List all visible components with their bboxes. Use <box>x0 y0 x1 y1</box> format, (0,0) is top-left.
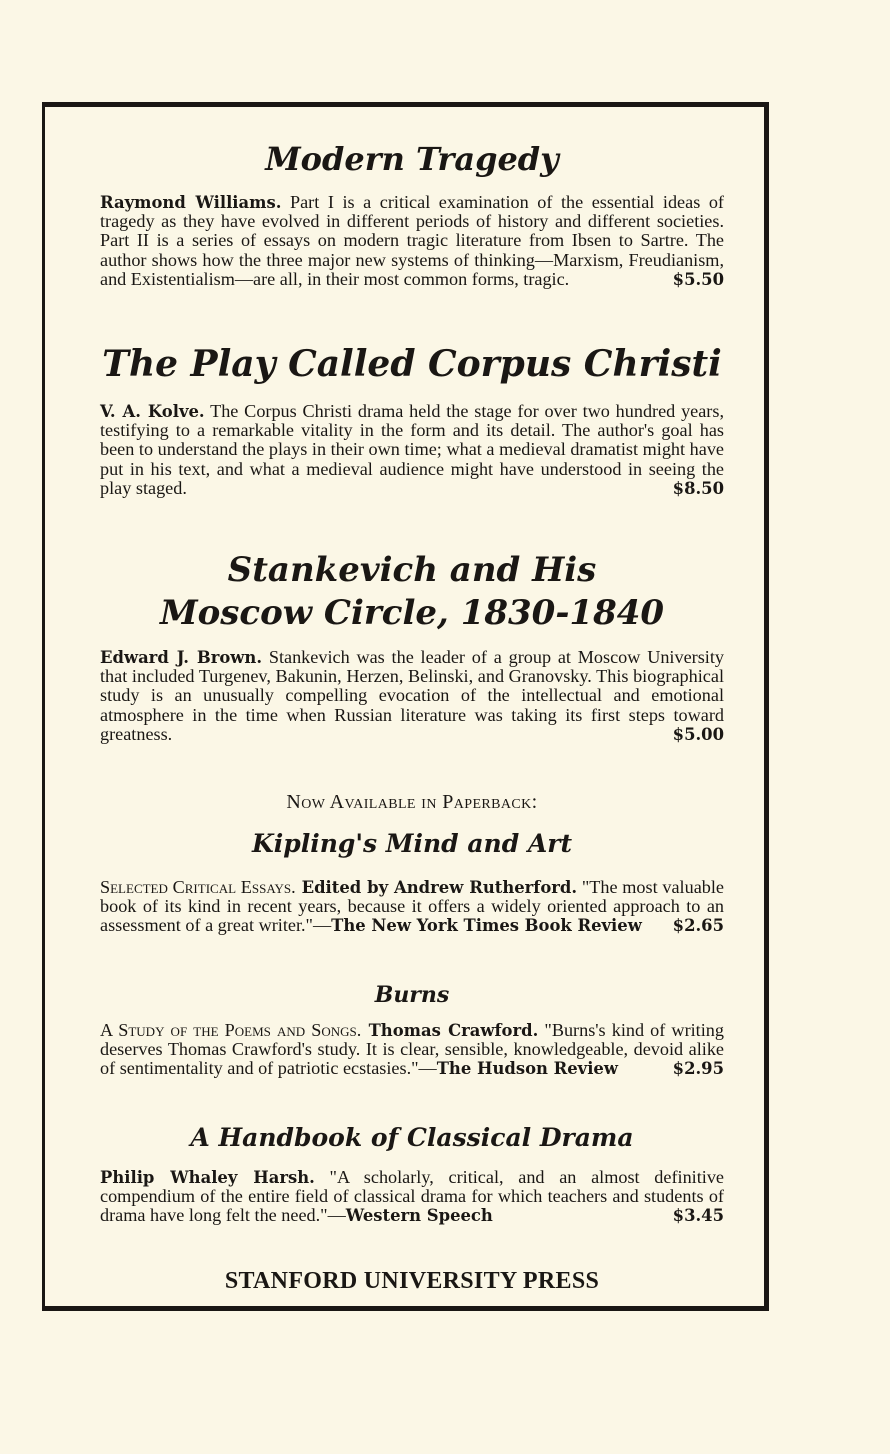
paperback-author: Edited by Andrew Rutherford. <box>295 878 578 897</box>
publisher-name: STANFORD UNIVERSITY PRESS <box>224 1268 600 1294</box>
review-source: The Hudson Review <box>436 1059 618 1079</box>
book-description-text: Stankevich was the leader of a group at Moscow University that included Turgenev, Bakunin, Herzen, Belinski, and Granovsky. This biographical study is an unusually compelling evocation of the intellectual and emotional atmosphere in the time when Russian literature was taking its first steps toward greatness. <box>100 647 724 744</box>
review-source: Western Speech <box>345 1206 493 1226</box>
book-price: $8.50 <box>672 478 724 498</box>
paperback-subtitle: A Study of the Poems and Songs. <box>100 1020 362 1040</box>
paperback-heading: Now Available in Paperback: <box>286 791 538 813</box>
paperback-author: Thomas Crawford. <box>361 1021 539 1040</box>
book-title: The Play Called Corpus Christi <box>102 343 722 385</box>
paperback-title: A Handbook of Classical Drama <box>190 1123 634 1152</box>
paperback-description-text: "Burns's kind of writing deserves Thomas Crawford's study. It is clear, sensible, knowledgeable, devoid alike of sentimentality and of patriotic ecstasies."— <box>100 1020 724 1079</box>
book-author: V. A. Kolve. <box>100 402 205 421</box>
book-title: Modern Tragedy <box>265 140 559 178</box>
paperback-description <box>100 1168 724 1226</box>
book-author: Edward J. Brown. <box>100 648 263 667</box>
book-title-line-2: Moscow Circle, 1830-1840 <box>159 593 665 633</box>
paperback-description <box>100 1021 724 1079</box>
paperback-description <box>100 878 724 936</box>
paperback-price: $2.95 <box>672 1059 724 1079</box>
paperback-description-text: "A scholarly, critical, and an almost definitive compendium of the entire field of classical drama for which teachers and students of drama have long felt the need."— <box>100 1167 724 1226</box>
paperback-price: $2.65 <box>672 916 724 936</box>
paperback-description-text: "The most valuable book of its kind in recent years, because it offers a widely oriented approach to an assessment of a great writer."— <box>100 877 724 936</box>
book-price: $5.50 <box>672 269 724 289</box>
paperback-price: $3.45 <box>672 1206 724 1226</box>
paperback-title: Kipling's Mind and Art <box>252 829 572 858</box>
paperback-subtitle: Selected Critical Essays. <box>100 877 296 897</box>
book-author: Raymond Williams. <box>100 193 282 212</box>
book-description-text: Part I is a critical examination of the essential ideas of tragedy as they have evolved in different periods of history and different societies. Part II is a series of essays on modern tragic literature from Ibsen to Sartre. The author shows how the three major new systems of thinking—Marxism, Freudianism, and Existentialism—are all, in their most common forms, tragic. <box>100 192 724 289</box>
book-description <box>100 193 724 289</box>
book-description <box>100 402 724 498</box>
review-source: The New York Times Book Review <box>331 916 642 936</box>
paperback-author: Philip Whaley Harsh. <box>100 1168 315 1187</box>
book-description-text: The Corpus Christi drama held the stage for over two hundred years, testifying to a remarkable vitality in the form and its detail. The author's goal has been to understand the plays in their own time; what a medieval dramatist might have put in his text, and what a medieval audience might have understood in seeing the play staged. <box>100 401 724 498</box>
book-title-line-1: Stankevich and His <box>227 550 597 590</box>
book-price: $5.00 <box>672 724 724 744</box>
paperback-title: Burns <box>374 982 450 1008</box>
book-description <box>100 648 724 744</box>
